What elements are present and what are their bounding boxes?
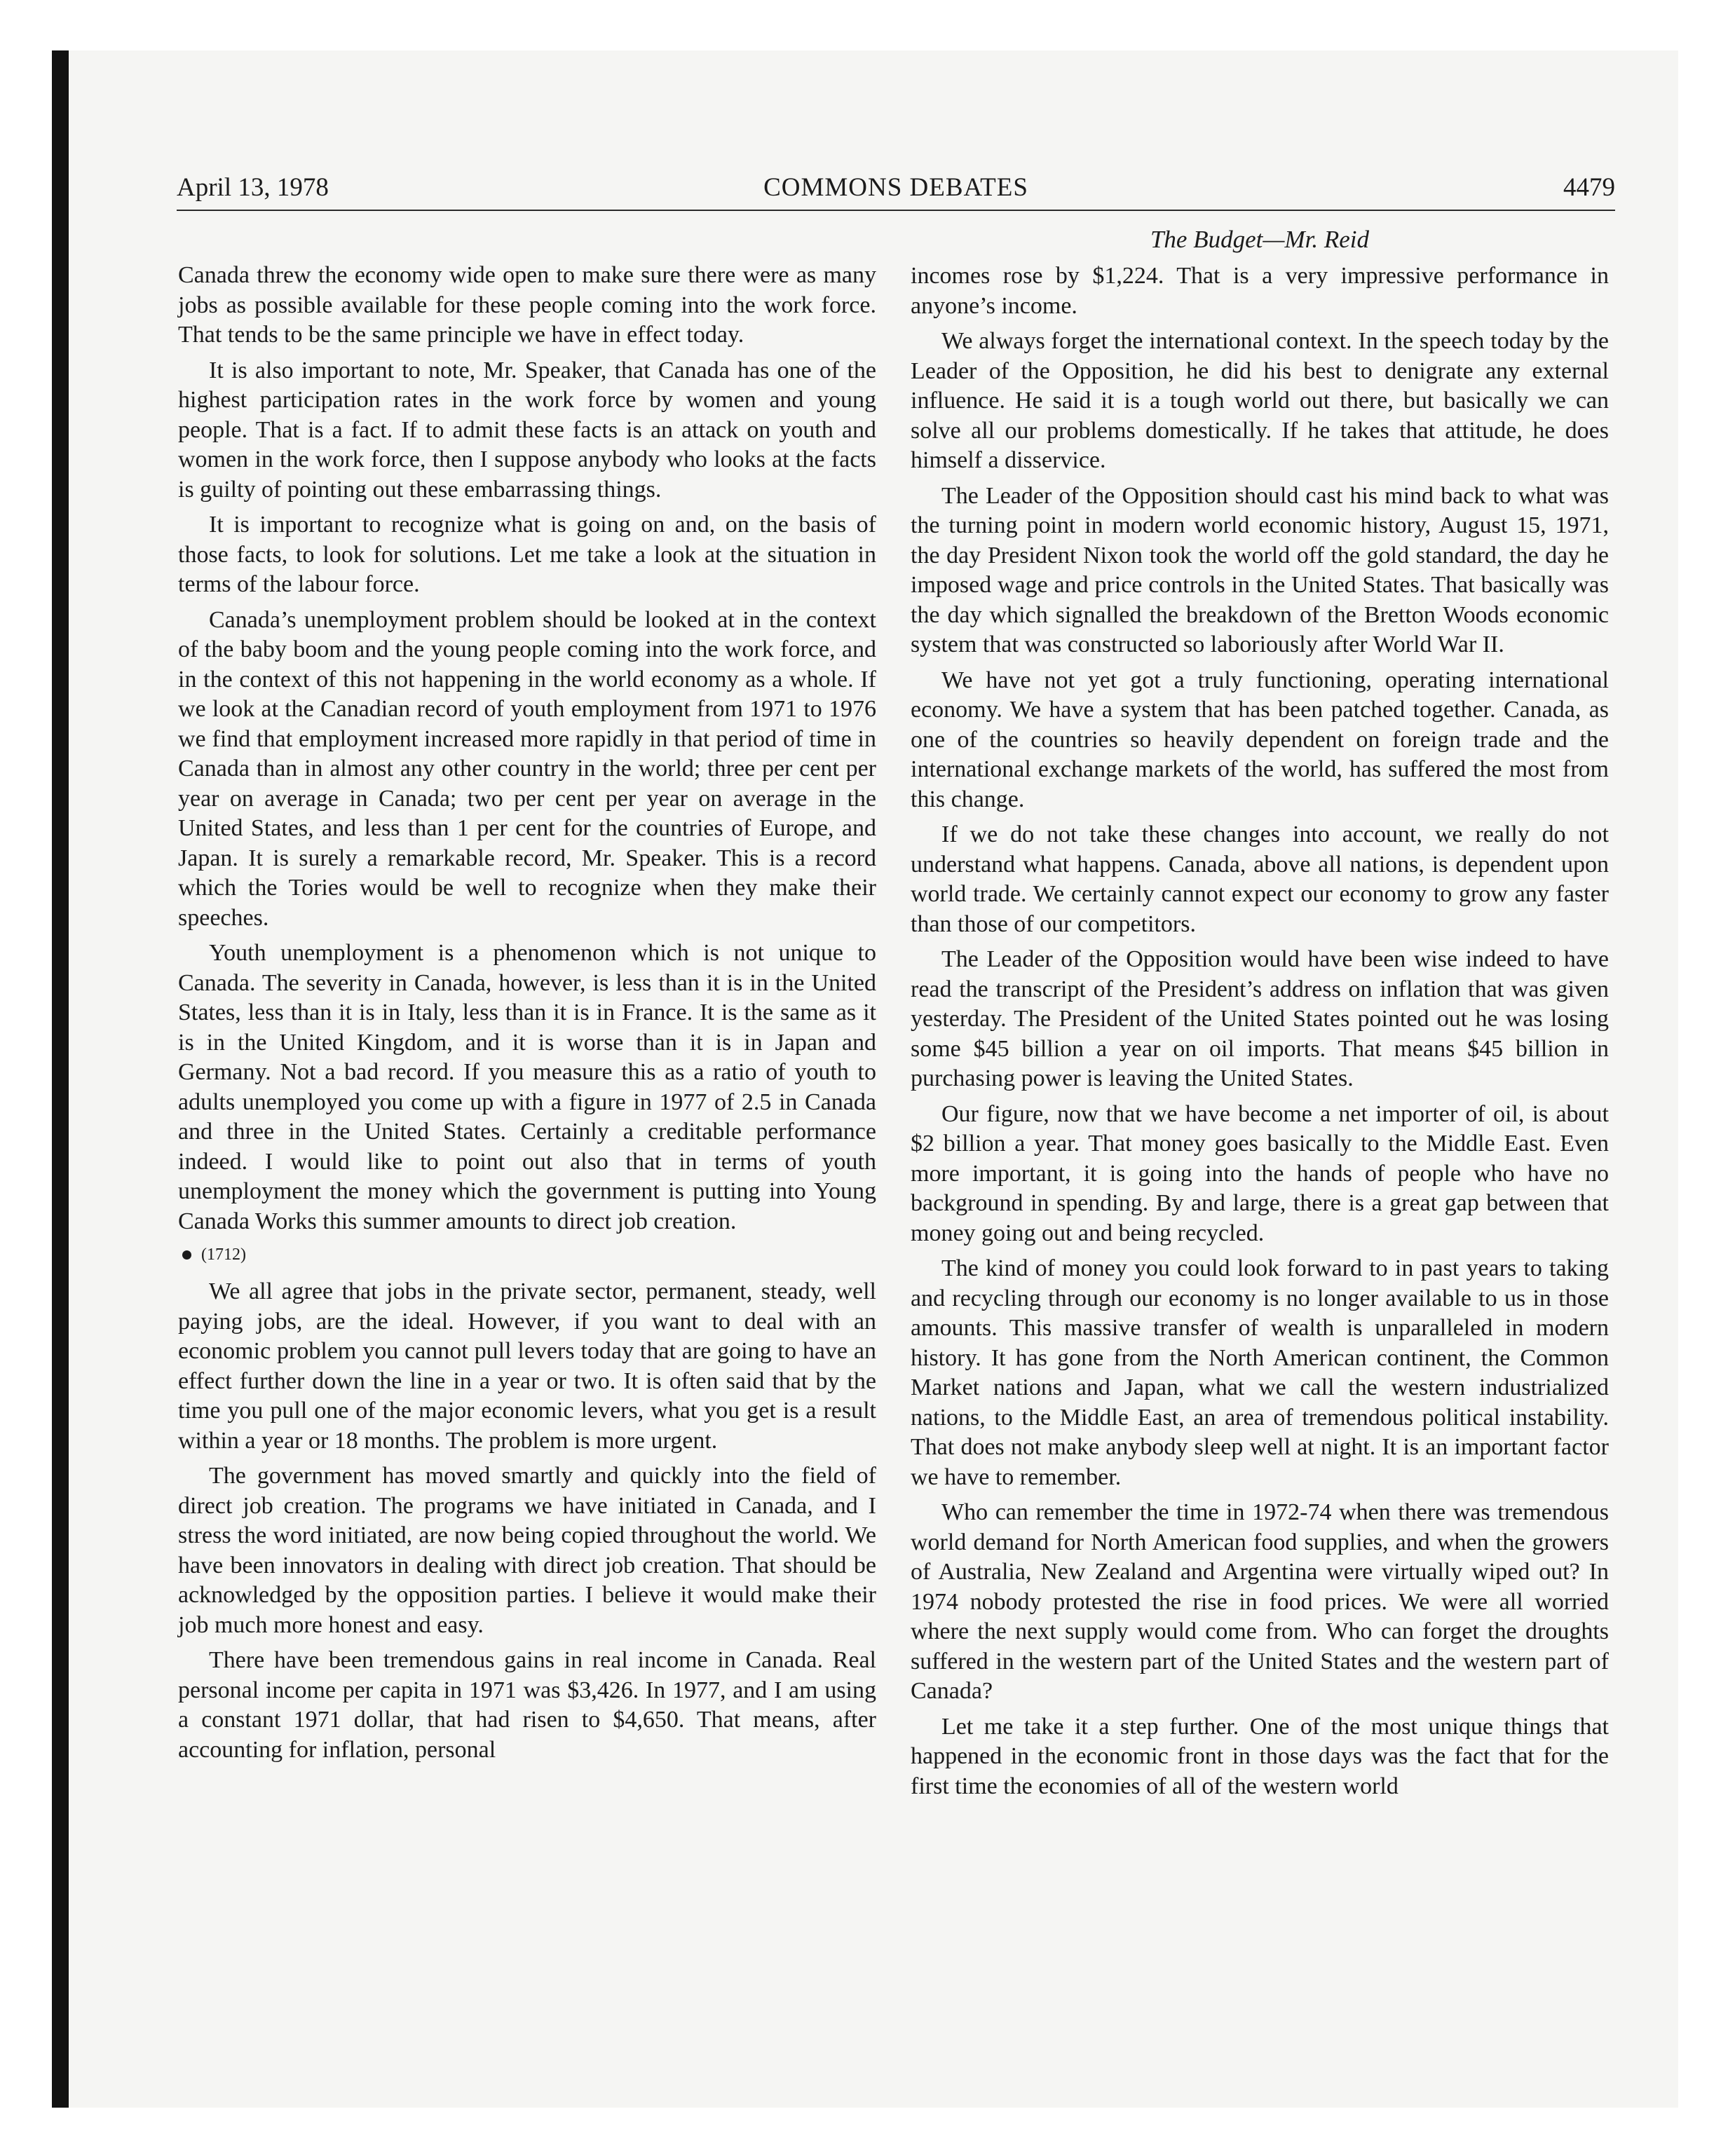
bullet-icon bbox=[182, 1250, 191, 1260]
paragraph: Canada’s unemployment problem should be looked at in the context of the baby boom and the young people coming into the work force, and in the context of this not happening in the world economy as a whole. If we look at the Canadian record of youth employment from 1971 to 1976 we find that employment increased more rapidly in that period of time in Canada than in almost any other country in the world; three per cent per year on average in Canada; two per cent per year on average in the United States, and less than 1 per cent for the countries of Europe, and Japan. It is surely a remarkable record, Mr. Speaker. This is a record which the Tories would be well to recognize when they make their speeches. bbox=[178, 606, 876, 931]
header-date: April 13, 1978 bbox=[177, 173, 329, 202]
publication-title: COMMONS DEBATES bbox=[763, 173, 1028, 202]
time-marker-label: (1712) bbox=[201, 1246, 246, 1264]
paragraph: Our figure, now that we have become a net importer of oil, is about $2 billion a year. That money goes basically to the Middle East. Even more important, it is going into the hands of people who have no background in spending. By and large, there is a great gap between that money going out and being recycled. bbox=[911, 1100, 1609, 1246]
paragraph: We have not yet got a truly functioning, operating international economy. We have a system that has been patched together. Canada, as one of the countries so heavily dependent on foreign trade and the international exchange markets of the world, has suffered the most from this change. bbox=[911, 667, 1609, 812]
paragraph: The kind of money you could look forward to in past years to taking and recycling through our economy is no longer available to us in those amounts. This massive transfer of wealth is unparalleled in modern history. It has gone from the North American continent, the Common Market nations and Japan, what we call the western industrialized nations, to the Middle East, an area of tremendous political instability. That does not make anybody sleep well at night. It is an important factor we have to remember. bbox=[911, 1255, 1609, 1490]
paragraph: We always forget the international context. In the speech today by the Leader of the Opposition, he did his best to denigrate any external influence. He said it is a tough world out there, but basically we can solve all our problems domestically. If he takes that attitude, he does himself a disservice. bbox=[911, 328, 1609, 473]
paragraph: We all agree that jobs in the private sector, permanent, steady, well paying jobs, are the ideal. However, if you want to deal with an economic problem you cannot pull levers today that are going to have an effect further down the line in a year or two. It is often said that by the time you pull one of the major economic levers, what you get is a result within a year or 18 months. The problem is more urgent. bbox=[178, 1278, 876, 1454]
paragraph: Canada threw the economy wide open to make sure there were as many jobs as possible available for these people coming into the work force. That tends to be the same principle we have in effect today. bbox=[178, 262, 876, 348]
paragraph: It is also important to note, Mr. Speaker, that Canada has one of the highest participation rates in the work force by women and young people. That is a fact. If to admit these facts is an attack on youth and women in the work force, then I suppose anybody who looks at the facts is guilty of pointing out these embarrassing things. bbox=[178, 357, 876, 503]
paragraph: Let me take it a step further. One of the most unique things that happened in the economic front in those days was the fact that for the first time the economies of all of the western world bbox=[911, 1713, 1609, 1799]
right-column bbox=[911, 224, 1609, 1807]
paragraph: If we do not take these changes into account, we really do not understand what happens. Canada, above all nations, is dependent upon world trade. We certainly cannot expect our economy to grow any faster than those of our competitors. bbox=[911, 821, 1609, 937]
time-marker bbox=[178, 1243, 876, 1266]
left-column bbox=[178, 261, 876, 1770]
running-header bbox=[177, 170, 1615, 211]
paragraph: Who can remember the time in 1972-74 when there was tremendous world demand for North American food supplies, and when the growers of Australia, New Zealand and Argentina were virtually wiped out? In 1974 nobody protested the rise in food prices. We were all worried where the next supply would come from. Who can forget the droughts suffered in the western part of the United States and the western part of Canada? bbox=[911, 1499, 1609, 1704]
paragraph: It is important to recognize what is going on and, on the basis of those facts, to look for solutions. Let me take a look at the situation in terms of the labour force. bbox=[178, 512, 876, 597]
page-number: 4479 bbox=[1563, 173, 1615, 202]
paragraph: Youth unemployment is a phenomenon which is not unique to Canada. The severity in Canada, however, is less than it is in the United States, less than it is in Italy, less than it is in France. It is the same as it is in the United Kingdom, and it is worse than it is in Japan and Germany. Not a bad record. If you measure this as a ratio of youth to adults unemployed you come up with a figure in 1977 of 2.5 in Canada and three in the United States. Certainly a creditable performance indeed. I would like to point out also that in terms of youth unemployment the money which the government is putting into Young Canada Works this summer amounts to direct job creation. bbox=[178, 940, 876, 1234]
paragraph: The government has moved smartly and quickly into the field of direct job creation. The programs we have initiated in Canada, and I stress the word initiated, are now being copied throughout the world. We have been innovators in dealing with direct job creation. That should be acknowledged by the opposition parties. I believe it would make their job much more honest and easy. bbox=[178, 1463, 876, 1638]
paragraph: The Leader of the Opposition would have been wise indeed to have read the transcript of the President’s address on inflation that was given yesterday. The President of the United States pointed out he was losing some $45 billion a year on oil imports. That means $45 billion in purchasing power is leaving the United States. bbox=[911, 946, 1609, 1091]
section-heading: The Budget—Mr. Reid bbox=[1150, 226, 1370, 253]
paragraph: incomes rose by $1,224. That is a very impressive performance in anyone’s income. bbox=[911, 263, 1609, 319]
paragraph: There have been tremendous gains in real income in Canada. Real personal income per capita in 1971 was $3,426. In 1977, and I am using a constant 1971 dollar, that had risen to $4,650. That means, after accounting for inflation, personal bbox=[178, 1647, 876, 1763]
paragraph: The Leader of the Opposition should cast his mind back to what was the turning point in modern world economic history, August 15, 1971, the day President Nixon took the world off the gold standard, the day he imposed wage and price controls in the United States. That basically was the day which signalled the breakdown of the Bretton Woods economic system that was constructed so laboriously after World War II. bbox=[911, 482, 1609, 657]
